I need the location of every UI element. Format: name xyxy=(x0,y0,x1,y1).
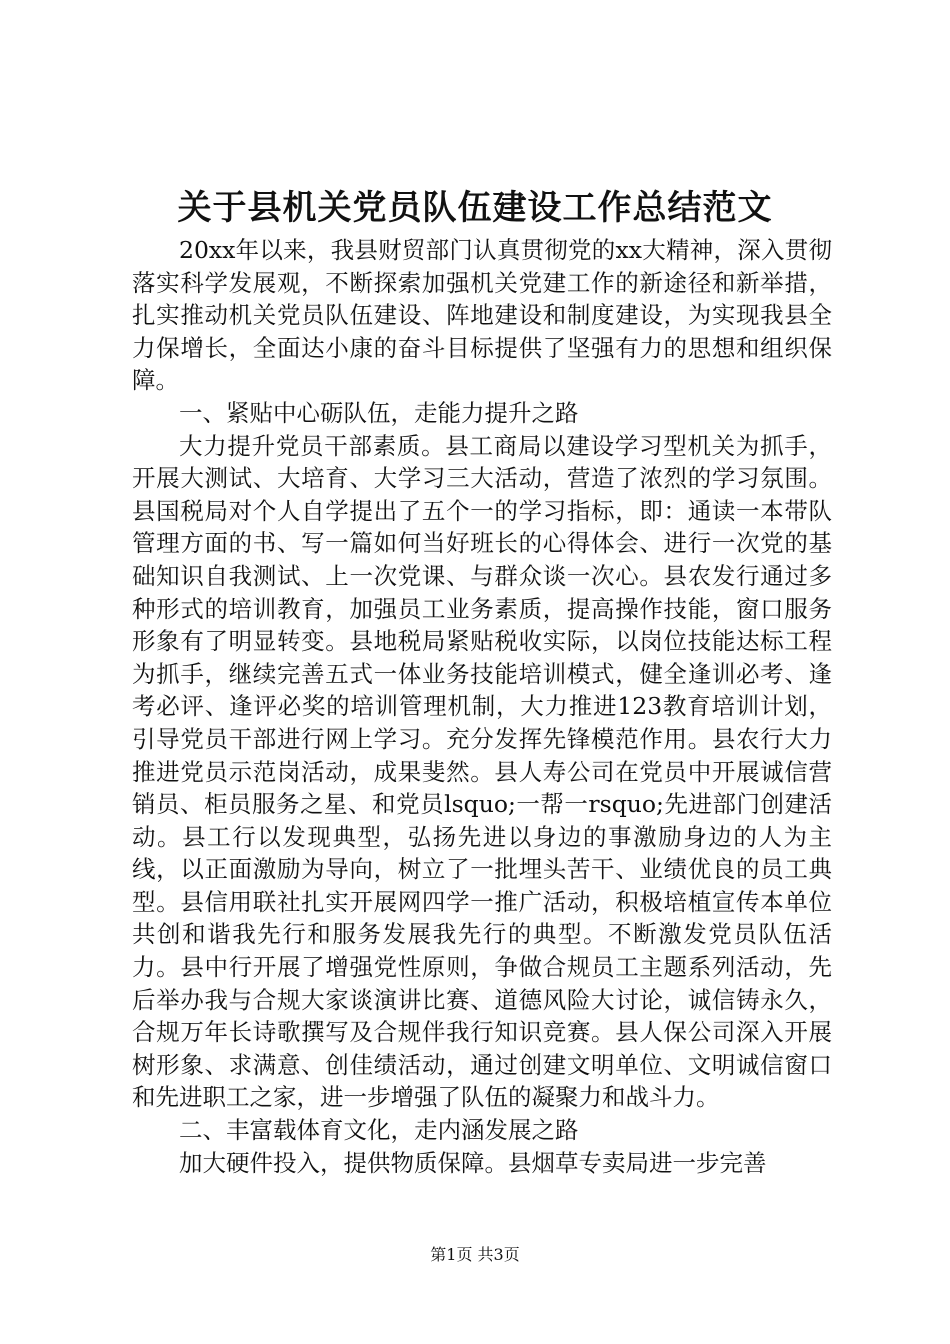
document-body xyxy=(132,234,832,1179)
section-heading-2: 二、丰富载体育文化，走内涵发展之路 xyxy=(179,1116,579,1145)
paragraph-section-2: 加大硬件投入，提供物质保障。县烟草专卖局进一步完善 xyxy=(179,1148,767,1177)
document-title: 关于县机关党员队伍建设工作总结范文 xyxy=(177,188,773,228)
paragraph-intro: 20xx年以来，我县财贸部门认真贯彻党的xx大精神，深入贯彻落实科学发展观，不断探索加强机关党建工作的新途径和新举措，扎实推动机关党员队伍建设、阵地建设和制度建设，为实现我县全力保增长，全面达小康的奋斗目标提供了坚强有力的思想和组织保障。 xyxy=(132,236,832,395)
paragraph-section-1: 大力提升党员干部素质。县工商局以建设学习型机关为抓手，开展大测试、大培育、大学习三大活动，营造了浓烈的学习氛围。县国税局对个人自学提出了五个一的学习指标，即：通读一本带队管理方面的书、写一篇如何当好班长的心得体会、进行一次党的基础知识自我测试、上一次党课、与群众谈一次心。县农发行通过多种形式的培训教育，加强员工业务素质，提高操作技能，窗口服务形象有了明显转变。县地税局紧贴税收实际，以岗位技能达标工程为抓手，继续完善五式一体业务技能培训模式，健全逢训必考、逢考必评、逢评必奖的培训管理机制，大力推进123教育培训计划，引导党员干部进行网上学习。充分发挥先锋模范作用。县农行大力推进党员示范岗活动，成果斐然。县人寿公司在党员中开展诚信营销员、柜员服务之星、和党员lsquo;一帮一rsquo;先进部门创建活动。县工行以发现典型，弘扬先进以身边的事激励身边的人为主线，以正面激励为导向，树立了一批埋头苦干、业绩优良的员工典型。县信用联社扎实开展网四学一推广活动，积极培植宣传本单位共创和谐我先行和服务发展我先行的典型。不断激发党员队伍活力。县中行开展了增强党性原则，争做合规员工主题系列活动，先后举办我与合规大家谈演讲比赛、道德风险大讨论，诚信铸永久，合规万年长诗歌撰写及合规伴我行知识竞赛。县人保公司深入开展树形象、求满意、创佳绩活动，通过创建文明单位、文明诚信窗口和先进职工之家，进一步增强了队伍的凝聚力和战斗力。 xyxy=(132,431,832,1112)
section-heading-1: 一、紧贴中心砺队伍，走能力提升之路 xyxy=(179,398,579,427)
page-number-footer: 第1页 共3页 xyxy=(430,1245,520,1264)
